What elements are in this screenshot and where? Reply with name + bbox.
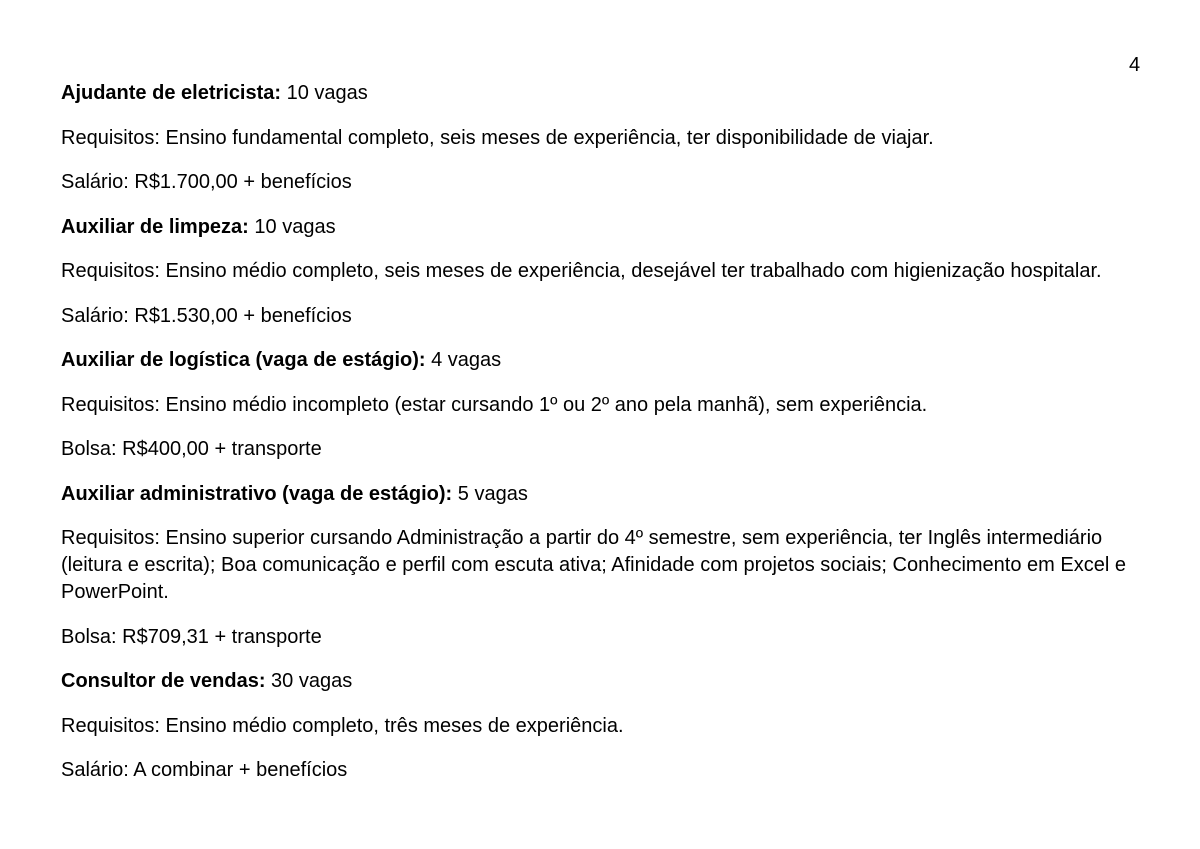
job-vacancies: 5 vagas xyxy=(457,482,528,505)
job-requirements: Requisitos: Ensino fundamental completo, seis meses de experiência, ter disponibilidade de viajar. xyxy=(61,126,934,149)
job-pay: Bolsa: R$400,00 + transporte xyxy=(61,438,322,460)
job-pay: Salário: A combinar + benefícios xyxy=(61,759,348,781)
job-heading xyxy=(61,347,1151,374)
job-pay: Salário: R$1.530,00 + benefícios xyxy=(61,304,352,327)
job-pay: Bolsa: R$709,31 + transporte xyxy=(61,625,322,648)
job-listings xyxy=(61,80,1151,802)
job-heading xyxy=(61,80,1151,107)
job-title: Consultor de vendas: xyxy=(61,670,266,692)
job-heading xyxy=(61,668,1151,695)
job-requirements: Requisitos: Ensino médio completo, seis meses de experiência, desejável ter trabalhado com higienização hospitalar. xyxy=(61,260,1102,282)
job-vacancies: 10 vagas xyxy=(254,215,336,238)
job-pay: Salário: R$1.700,00 + benefícios xyxy=(61,171,352,193)
job-heading xyxy=(61,481,1151,508)
job-heading xyxy=(61,214,1151,241)
job-requirements: Requisitos: Ensino médio completo, três meses de experiência. xyxy=(61,714,624,737)
page-number: 4 xyxy=(1129,54,1141,76)
job-title: Auxiliar de logística (vaga de estágio): xyxy=(61,349,426,371)
job-vacancies: 30 vagas xyxy=(271,670,353,692)
job-vacancies: 10 vagas xyxy=(286,82,368,104)
job-requirements: Requisitos: Ensino médio incompleto (estar cursando 1º ou 2º ano pela manhã), sem experiência. xyxy=(61,393,928,416)
job-title: Ajudante de eletricista: xyxy=(61,82,282,104)
job-requirements: Requisitos: Ensino superior cursando Administração a partir do 4º semestre, sem experiência, ter Inglês intermediário (leitura e escrita); Boa comunicação e perfil com escuta ativa; Afinidade com projetos sociais; Conhecimento em Excel e PowerPoint. xyxy=(61,527,1126,603)
job-vacancies: 4 vagas xyxy=(431,349,502,371)
job-title: Auxiliar administrativo (vaga de estágio): xyxy=(61,482,453,505)
job-title: Auxiliar de limpeza: xyxy=(61,215,249,238)
